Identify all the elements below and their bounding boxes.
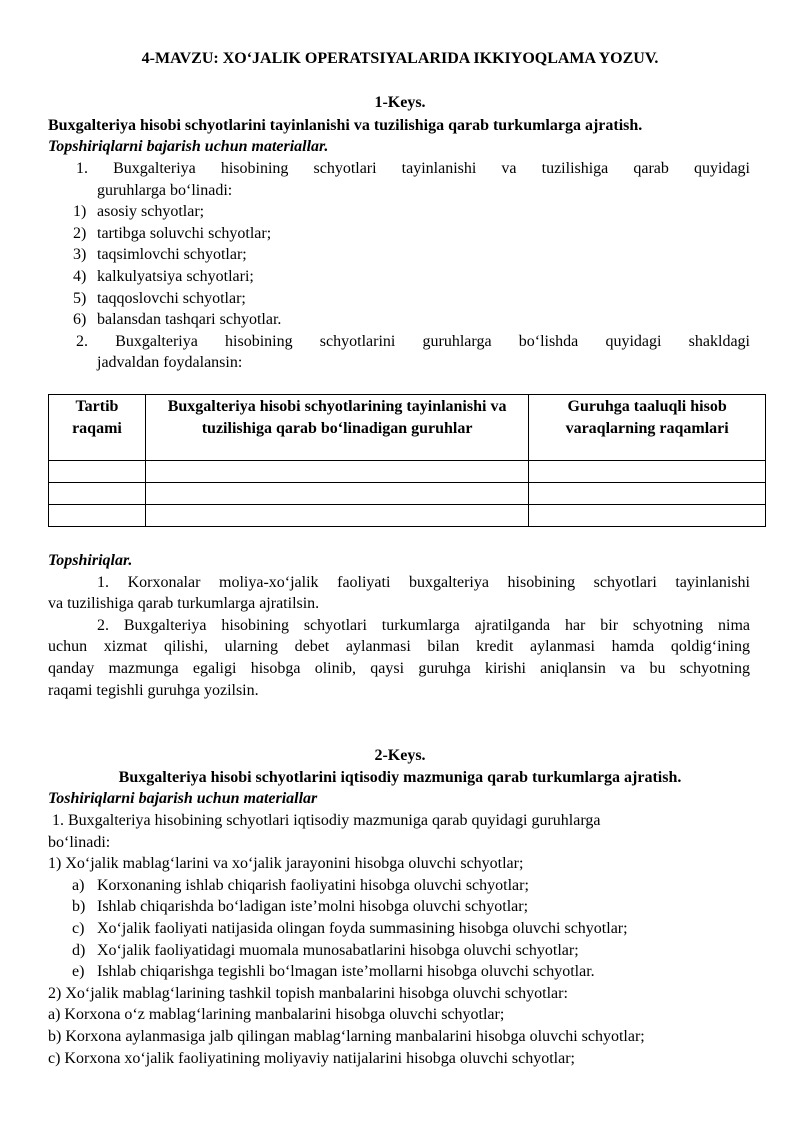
list-item-text: tartibga soluvchi schyotlar; bbox=[97, 225, 272, 242]
header-account-numbers: Guruhga taaluqli hisob varaqlarning raqamlari bbox=[529, 395, 766, 461]
table-cell[interactable] bbox=[145, 505, 528, 527]
case1-item2-line1: 2. Buxgalteriya hisobining schyotlarini guruhlarga bo‘lishda quyidagi shakldagi bbox=[76, 333, 750, 350]
case1-task2-line2: uchun xizmat qilishi, ularning debet aylanmasi bilan kredit aylanmasi hamda qoldig‘ining bbox=[48, 638, 750, 655]
case2-subtitle: Buxgalteriya hisobi schyotlarini iqtisodiy mazmuniga qarab turkumlarga ajratish. bbox=[118, 769, 682, 786]
case2-intro-line1: 1. Buxgalteriya hisobining schyotlari iqtisodiy mazmuniga qarab quyidagi guruhlarga bbox=[52, 812, 601, 829]
list-item-text: Xo‘jalik faoliyati natijasida olingan foyda summasining hisobga oluvchi schyotlar; bbox=[97, 920, 628, 937]
table-row bbox=[49, 505, 766, 527]
list-item-text: kalkulyatsiya schyotlari; bbox=[97, 268, 254, 285]
case1-item1-line1: 1. Buxgalteriya hisobining schyotlari tayinlanishi va tuzilishiga qarab quyidagi bbox=[76, 160, 750, 177]
list-item-letter: b) bbox=[72, 898, 86, 915]
case1-heading: 1-Keys. bbox=[374, 94, 426, 111]
table-cell[interactable] bbox=[49, 461, 146, 483]
list-item-text: b) Korxona aylanmasiga jalb qilingan mablag‘larning manbalarini hisobga oluvchi schyotlar; bbox=[48, 1028, 645, 1045]
list-item-text: a) Korxona o‘z mablag‘larining manbalarini hisobga oluvchi schyotlar; bbox=[48, 1006, 505, 1023]
list-item-number: 6) bbox=[73, 311, 87, 328]
page-title: 4-MAVZU: XO‘JALIK OPERATSIYALARIDA IKKIYOQLAMA YOZUV. bbox=[141, 50, 659, 67]
table-cell[interactable] bbox=[529, 461, 766, 483]
table-cell[interactable] bbox=[529, 483, 766, 505]
table-row bbox=[49, 461, 766, 483]
table-row bbox=[49, 483, 766, 505]
case2-group2: 2) Xo‘jalik mablag‘larining tashkil topish manbalarini hisobga oluvchi schyotlar: bbox=[48, 985, 568, 1002]
list-item-letter: e) bbox=[72, 963, 85, 980]
case1-item1-line2: guruhlarga bo‘linadi: bbox=[97, 182, 233, 199]
table-cell[interactable] bbox=[145, 461, 528, 483]
case1-task2-line4: raqami tegishli guruhga yozilsin. bbox=[48, 682, 259, 699]
case2-materials-label: Toshiriqlarni bajarish uchun materiallar bbox=[48, 790, 318, 807]
list-item-text: taqsimlovchi schyotlar; bbox=[97, 246, 247, 263]
case1-subtitle: Buxgalteriya hisobi schyotlarini tayinlanishi va tuzilishiga qarab turkumlarga ajratish. bbox=[48, 117, 643, 134]
case2-group1: 1) Xo‘jalik mablag‘larini va xo‘jalik jarayonini hisobga oluvchi schyotlar; bbox=[48, 855, 524, 872]
case1-task2-line3: qanday mazmunga egaligi hisobga olinib, qaysi guruhga kirishi aniqlansin va bu schyotning bbox=[48, 660, 750, 677]
case1-task1-line2: va tuzilishiga qarab turkumlarga ajratilsin. bbox=[48, 595, 320, 612]
table-cell[interactable] bbox=[145, 483, 528, 505]
case1-task1-line1: 1. Korxonalar moliya-xo‘jalik faoliyati buxgalteriya hisobining schyotlari tayinlanishi bbox=[97, 574, 750, 591]
case2-intro-line2: bo‘linadi: bbox=[48, 834, 111, 851]
list-item-letter: a) bbox=[72, 877, 85, 894]
table-cell[interactable] bbox=[49, 483, 146, 505]
list-item-text: taqqoslovchi schyotlar; bbox=[97, 290, 246, 307]
list-item-text: Ishlab chiqarishda bo‘ladigan iste’molni hisobga oluvchi schyotlar; bbox=[97, 898, 529, 915]
list-item-number: 4) bbox=[73, 268, 87, 285]
list-item-text: c) Korxona xo‘jalik faoliyatining moliyaviy natijalarini hisobga oluvchi schyotlar; bbox=[48, 1050, 575, 1067]
list-item-letter: c) bbox=[72, 920, 85, 937]
case1-task2-line1: 2. Buxgalteriya hisobining schyotlari turkumlarga ajratilganda har bir schyotning nima bbox=[97, 617, 750, 634]
list-item-text: Xo‘jalik faoliyatidagi muomala munosabatlarini hisobga oluvchi schyotlar; bbox=[97, 942, 579, 959]
table-header-row bbox=[49, 395, 766, 461]
list-item-text: asosiy schyotlar; bbox=[97, 203, 205, 220]
list-item-number: 5) bbox=[73, 290, 87, 307]
header-account-groups: Buxgalteriya hisobi schyotlarining tayinlanishi va tuzilishiga qarab bo‘linadigan guruhlar bbox=[145, 395, 528, 461]
case1-tasks-label: Topshiriqlar. bbox=[48, 552, 133, 569]
table-cell[interactable] bbox=[49, 505, 146, 527]
list-item-number: 2) bbox=[73, 225, 87, 242]
list-item-text: balansdan tashqari schyotlar. bbox=[97, 311, 282, 328]
case1-item2-line2: jadvaldan foydalansin: bbox=[97, 354, 243, 371]
header-order-number: Tartib raqami bbox=[49, 395, 146, 461]
list-item-text: Korxonaning ishlab chiqarish faoliyatini hisobga oluvchi schyotlar; bbox=[97, 877, 529, 894]
list-item-text: Ishlab chiqarishga tegishli bo‘lmagan iste’mollarni hisobga oluvchi schyotlar. bbox=[97, 963, 595, 980]
list-item-letter: d) bbox=[72, 942, 86, 959]
account-groups-table bbox=[48, 394, 766, 527]
list-item-number: 1) bbox=[73, 203, 87, 220]
case1-materials-label: Topshiriqlarni bajarish uchun materiallar. bbox=[48, 138, 329, 155]
list-item-number: 3) bbox=[73, 246, 87, 263]
case2-heading: 2-Keys. bbox=[374, 747, 426, 764]
table-cell[interactable] bbox=[529, 505, 766, 527]
